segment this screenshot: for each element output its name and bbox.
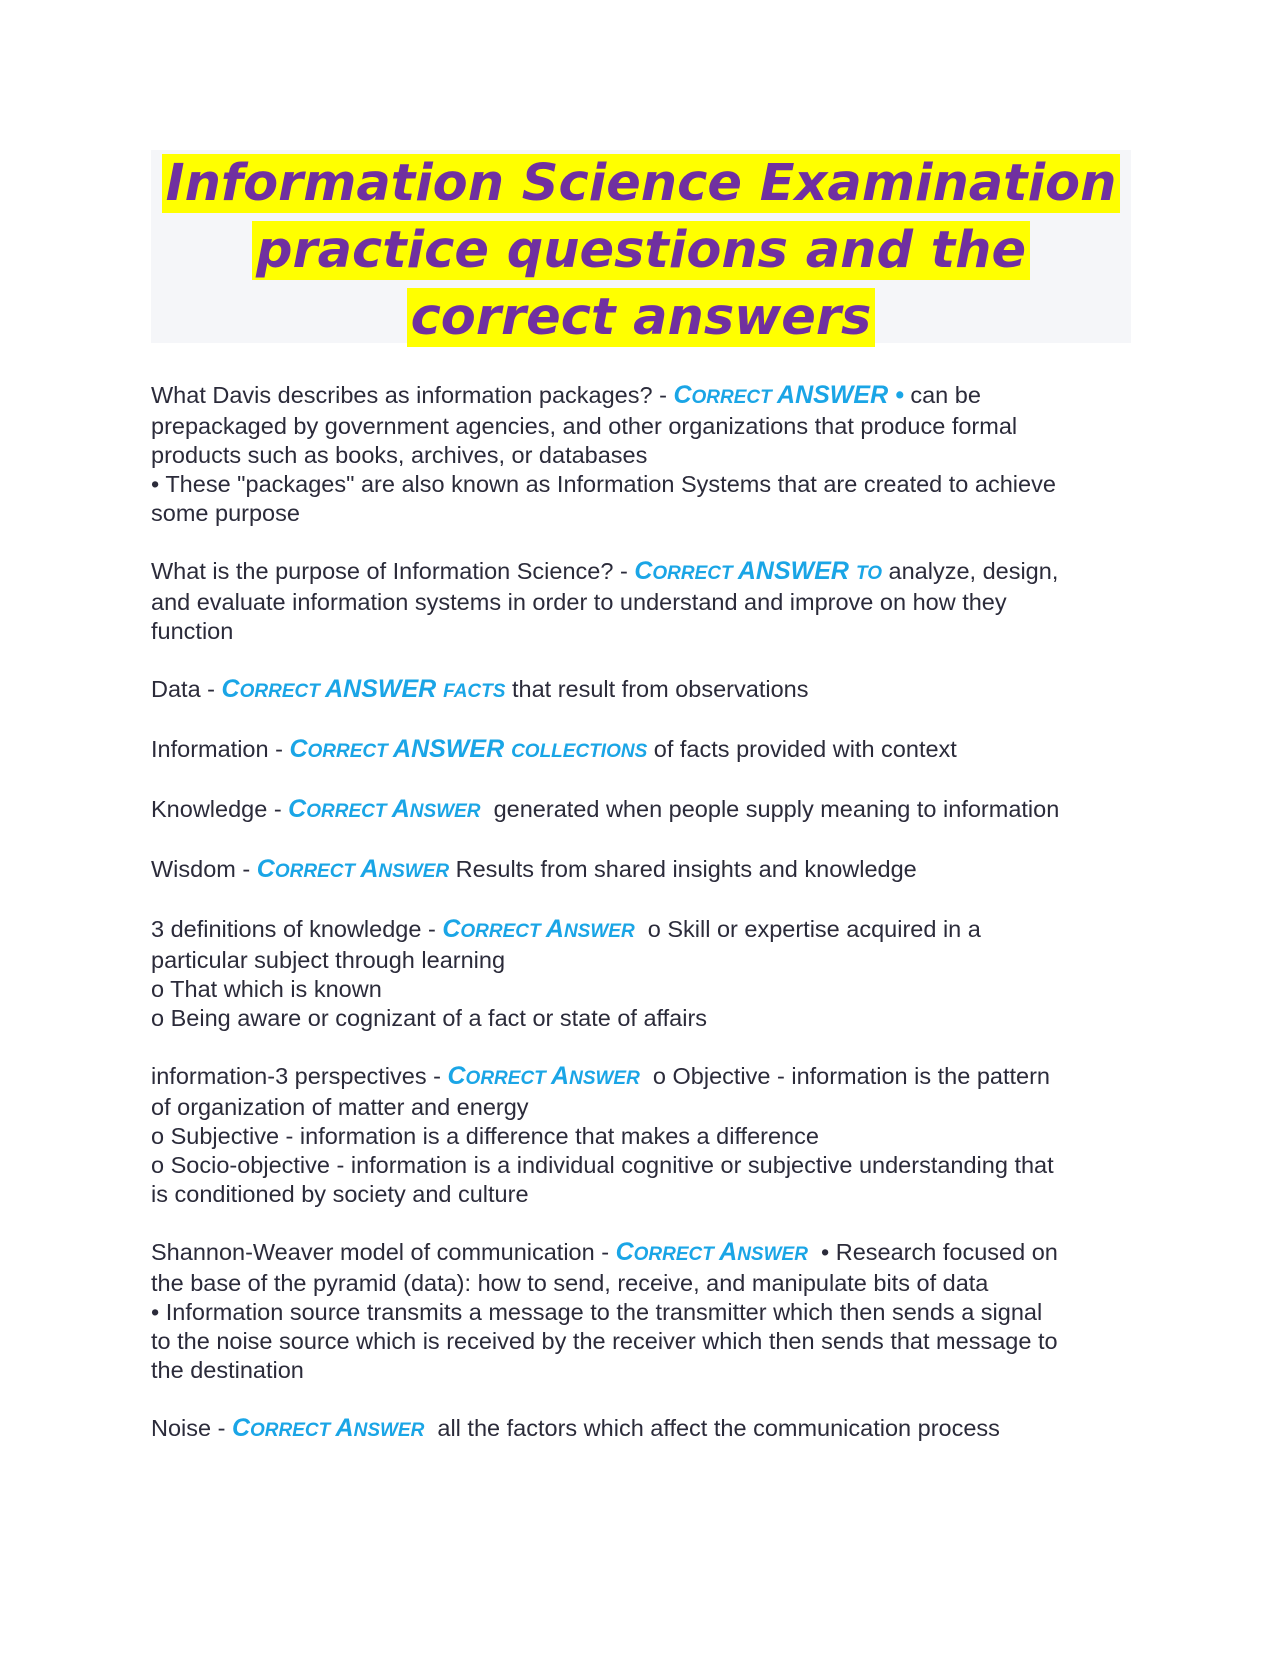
qa-line [151,381,1141,412]
qa-line [151,795,1141,826]
answer-text: all the factors which affect the communication process [424,1415,1000,1441]
qa-line: products such as books, archives, or databases [151,442,648,468]
title-line-2: practice questions and the [151,217,1131,284]
qa-line: the destination [151,1357,304,1383]
answer-text: analyze, design, [881,558,1059,584]
qa-item [151,381,1141,528]
qa-line [151,855,1141,886]
question-text: Shannon-Weaver model of communication - [151,1239,616,1265]
question-text: What is the purpose of Information Science? - [151,558,635,584]
qa-line: function [151,618,234,644]
correct-answer-marker: CORRECT ANSWER FACTS [221,675,506,703]
question-text: Wisdom - [151,856,257,882]
qa-line [151,1238,1141,1269]
qa-line: particular subject through learning [151,947,506,973]
qa-item [151,1062,1141,1209]
answer-text: of facts provided with context [647,736,957,762]
correct-answer-marker: CORRECT ANSWER [288,795,481,823]
correct-answer-marker: CORRECT ANSWER [442,915,635,943]
qa-line [151,915,1141,946]
qa-line: • These "packages" are also known as Information Systems that are created to achieve [151,471,1056,497]
question-text: information-3 perspectives - [151,1063,448,1089]
qa-item [151,1238,1141,1385]
title-line-1: Information Science Examination [151,150,1131,217]
qa-line: o Subjective - information is a difference that makes a difference [151,1123,819,1149]
qa-list [151,381,1141,1474]
correct-answer-marker: CORRECT ANSWER [231,1414,425,1442]
question-text: What Davis describes as information packages? - [151,382,674,408]
qa-line: and evaluate information systems in order to understand and improve on how they [151,589,1007,615]
answer-text: • Research focused on [807,1239,1058,1265]
answer-text: that result from observations [505,676,809,702]
question-text: 3 definitions of knowledge - [151,916,443,942]
document-title [151,150,1131,347]
correct-answer-marker: CORRECT ANSWER [447,1062,640,1090]
title-line-3: correct answers [151,284,1131,351]
correct-answer-marker: CORRECT ANSWER TO [634,557,882,585]
answer-text: generated when people supply meaning to information [480,796,1060,822]
qa-item [151,675,1141,706]
qa-item [151,1414,1141,1445]
correct-answer-marker: CORRECT ANSWER [615,1238,808,1266]
question-text: Noise - [151,1415,232,1441]
correct-answer-marker: CORRECT ANSWER • [673,381,904,409]
qa-line [151,557,1141,588]
qa-item [151,855,1141,886]
qa-line: o Being aware or cognizant of a fact or state of affairs [151,1005,708,1031]
qa-line: of organization of matter and energy [151,1094,529,1120]
answer-text: o Skill or expertise acquired in a [634,916,981,942]
qa-line: some purpose [151,500,300,526]
answer-text: o Objective - information is the pattern [639,1063,1050,1089]
question-text: Information - [151,736,290,762]
qa-line: prepackaged by government agencies, and other organizations that produce formal [151,413,1018,439]
qa-line [151,1414,1141,1445]
question-text: Data - [151,676,222,702]
qa-line: to the noise source which is received by the receiver which then sends that message to [151,1328,1058,1354]
correct-answer-marker: CORRECT ANSWER [256,855,450,883]
qa-line: o That which is known [151,976,382,1002]
qa-line: • Information source transmits a message to the transmitter which then sends a signal [151,1299,1043,1325]
qa-item [151,735,1141,766]
answer-text: Results from shared insights and knowledge [449,856,917,882]
qa-line [151,1062,1141,1093]
correct-answer-marker: CORRECT ANSWER COLLECTIONS [289,735,648,763]
question-text: Knowledge - [151,796,289,822]
qa-line: o Socio-objective - information is a individual cognitive or subjective understanding that [151,1152,1054,1178]
qa-line [151,735,1141,766]
qa-item [151,795,1141,826]
qa-line: the base of the pyramid (data): how to send, receive, and manipulate bits of data [151,1270,989,1296]
qa-line [151,675,1141,706]
answer-text: can be [903,382,981,408]
qa-item [151,557,1141,646]
qa-item [151,915,1141,1033]
qa-line: is conditioned by society and culture [151,1181,529,1207]
